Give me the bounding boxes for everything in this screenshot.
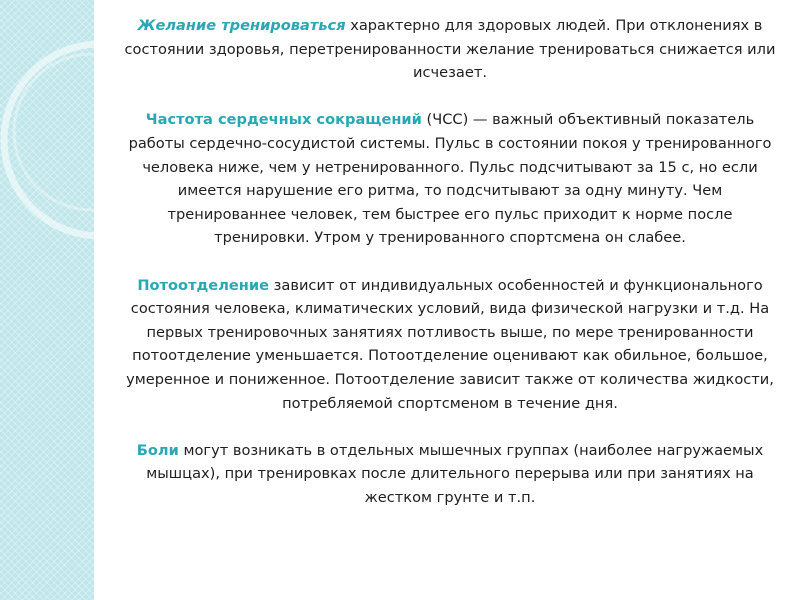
paragraph-sweating — [100, 274, 800, 416]
term-sweating: Потоотделение — [137, 276, 269, 294]
paragraph-text: могут возникать в отдельных мышечных группах (наиболее нагружаемых мышцах), при тренировках после длительного перерыва или при занятиях на жестком грунте и т.п. — [146, 441, 764, 506]
term-pain: Боли — [136, 441, 179, 459]
paragraph-training-desire — [100, 14, 800, 85]
paragraph-pain — [100, 439, 800, 510]
text-content — [100, 14, 800, 509]
paragraph-text: характерно для здоровых людей. При отклонениях в состоянии здоровья, перетренированности желание тренироваться снижается или исчезает. — [124, 17, 776, 82]
paragraph-heart-rate — [100, 108, 800, 250]
paragraph-text: зависит от индивидуальных особенностей и функционального состояния человека, климатических условий, вида физической нагрузки и т.д. На первых тренировочных занятиях потливость выше, по мере тренированности потоотделение уменьшается. Потоотделение оценивают как обильное, большое, умеренное и пониженное. Потоотделение зависит также от количества жидкости, потребляемой спортсменом в течение дня. — [126, 276, 774, 412]
term-training-desire: Желание тренироваться — [137, 17, 346, 34]
paragraph-text: (ЧСС) — важный объективный показатель работы сердечно-сосудистой системы. Пульс в состоянии покоя у тренированного человека ниже, чем у нетренированного. Пульс подсчитывают за 15 с, но если имеется нарушение его ритма, то подсчитывают за одну минуту. Чем тренированнее человек, тем быстрее его пульс приходит к норме после тренировки. Утром у тренированного спортсмена он слабее. — [128, 111, 772, 247]
term-heart-rate: Частота сердечных сокращений — [145, 111, 422, 129]
